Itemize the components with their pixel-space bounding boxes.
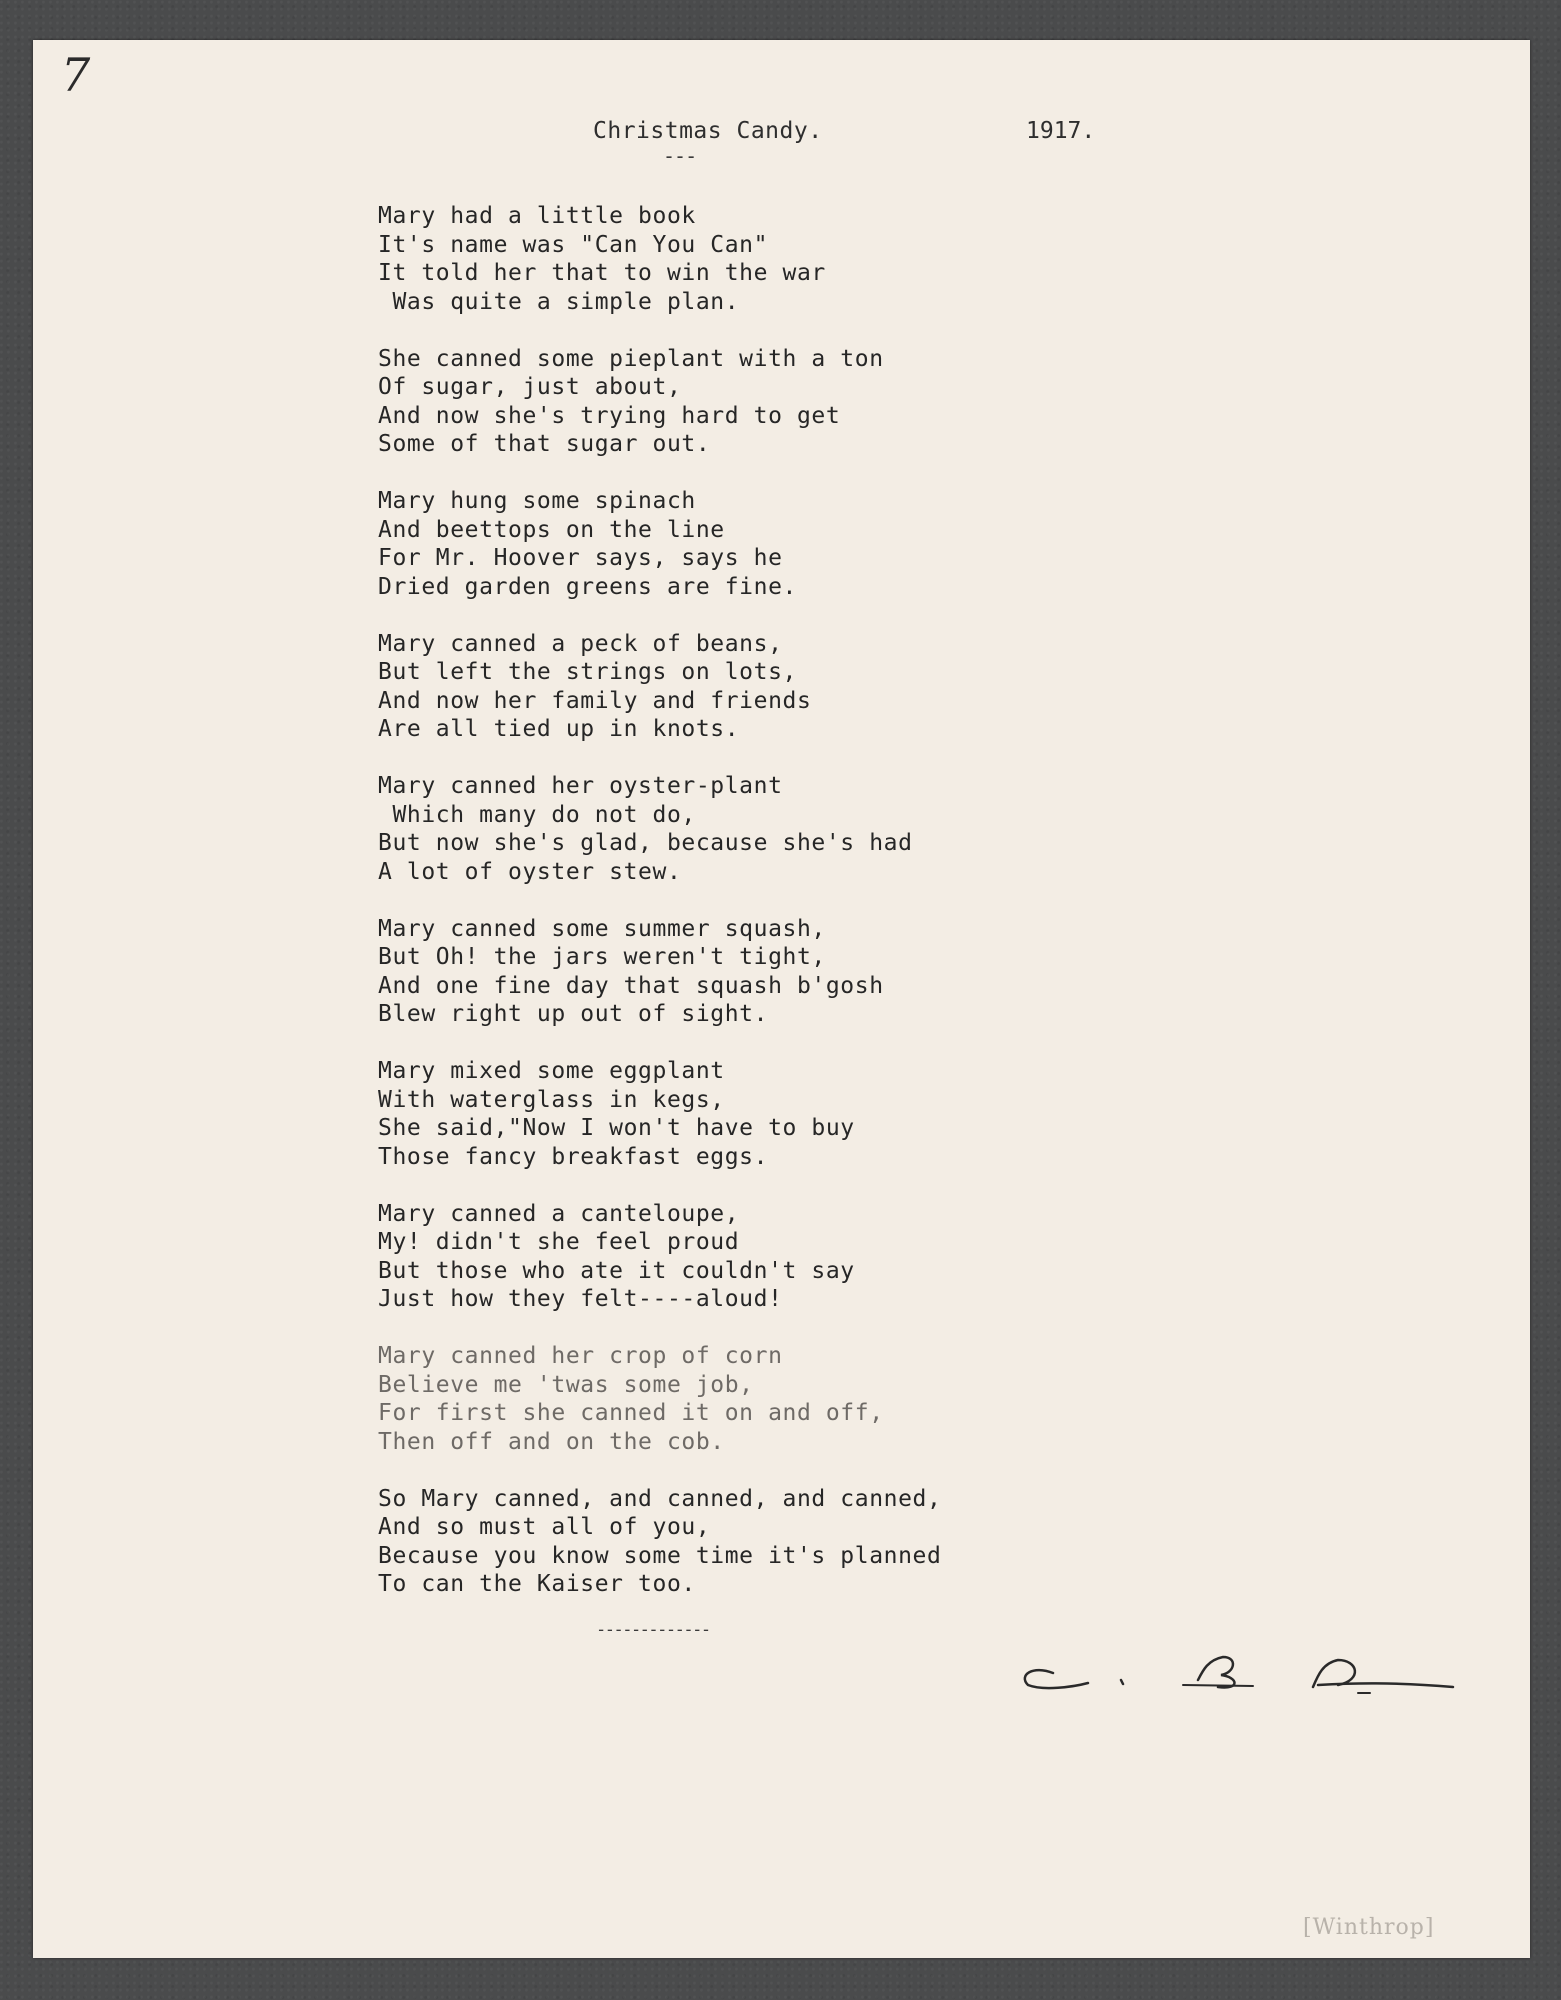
- poem-line: She canned some pieplant with a ton: [378, 345, 884, 372]
- poem-line: And now her family and friends: [378, 687, 812, 714]
- stanza-3: [378, 487, 1078, 601]
- poem-line: And now she's trying hard to get: [378, 402, 841, 429]
- poem-line: Mary canned her oyster-plant: [378, 773, 783, 799]
- poem-line: Mary canned her crop of corn: [378, 1343, 783, 1369]
- poem-line: And so must all of you,: [378, 1514, 711, 1540]
- stanza-1: [378, 202, 1078, 316]
- poem-line: So Mary canned, and canned, and canned,: [378, 1485, 942, 1512]
- poem-line: With waterglass in kegs,: [378, 1086, 725, 1113]
- poem-line: For Mr. Hoover says, says he: [378, 545, 783, 571]
- stanza-5: [378, 772, 1078, 886]
- poem-year: 1917.: [1026, 118, 1096, 144]
- poem-line: It's name was "Can You Can": [378, 231, 769, 258]
- stanza-7: [378, 1057, 1078, 1171]
- page-number: 7: [61, 48, 91, 102]
- poem-line: A lot of oyster stew.: [378, 858, 682, 885]
- poem-line: Some of that sugar out.: [378, 431, 711, 457]
- poem-line: Because you know some time it's planned: [378, 1542, 942, 1569]
- stanza-2: [378, 345, 1078, 459]
- poem-line: And beettops on the line: [378, 516, 725, 543]
- poem-line: To can the Kaiser too.: [378, 1571, 696, 1597]
- poem-line: But those who ate it couldn't say: [378, 1257, 855, 1284]
- archive-pencil-mark: [Winthrop]: [1303, 1915, 1435, 1940]
- poem-line: Blew right up out of sight.: [378, 1001, 769, 1027]
- poem-body: [378, 202, 1078, 1627]
- title-underline: ---: [663, 144, 697, 168]
- poem-line: Mary canned a canteloupe,: [378, 1200, 740, 1227]
- poem-line: Those fancy breakfast eggs.: [378, 1143, 769, 1170]
- poem-line: Are all tied up in knots.: [378, 716, 740, 742]
- poem-line: Then off and on the cob.: [378, 1428, 725, 1455]
- poem-line: Of sugar, just about,: [378, 374, 682, 400]
- poem-line: But now she's glad, because she's had: [378, 830, 913, 856]
- stanza-6: [378, 915, 1078, 1029]
- poem-line: Mary canned some summer squash,: [378, 915, 826, 942]
- handwritten-signature: [1013, 1635, 1463, 1705]
- stanza-8: [378, 1200, 1078, 1314]
- poem-line: But left the strings on lots,: [378, 659, 797, 685]
- poem-line: But Oh! the jars weren't tight,: [378, 944, 826, 970]
- end-rule: -------------: [596, 1620, 710, 1640]
- poem-title: Christmas Candy.: [593, 118, 823, 144]
- poem-line: For first she canned it on and off,: [378, 1400, 884, 1426]
- stanza-10: [378, 1485, 1078, 1599]
- poem-line: My! didn't she feel proud: [378, 1229, 740, 1255]
- poem-line: It told her that to win the war: [378, 260, 826, 286]
- stanza-4: [378, 630, 1078, 744]
- stanza-9: [378, 1342, 1078, 1456]
- poem-line: Which many do not do,: [378, 801, 696, 828]
- poem-line: Mary canned a peck of beans,: [378, 630, 783, 657]
- poem-line: Was quite a simple plan.: [378, 288, 740, 315]
- document-page: [33, 40, 1530, 1958]
- poem-line: Believe me 'twas some job,: [378, 1371, 754, 1398]
- poem-line: And one fine day that squash b'gosh: [378, 972, 884, 999]
- poem-line: Just how they felt----aloud!: [378, 1286, 783, 1312]
- poem-line: Dried garden greens are fine.: [378, 573, 797, 600]
- poem-line: Mary mixed some eggplant: [378, 1058, 725, 1084]
- poem-line: Mary hung some spinach: [378, 488, 696, 514]
- poem-line: She said,"Now I won't have to buy: [378, 1115, 855, 1141]
- poem-line: Mary had a little book: [378, 203, 696, 229]
